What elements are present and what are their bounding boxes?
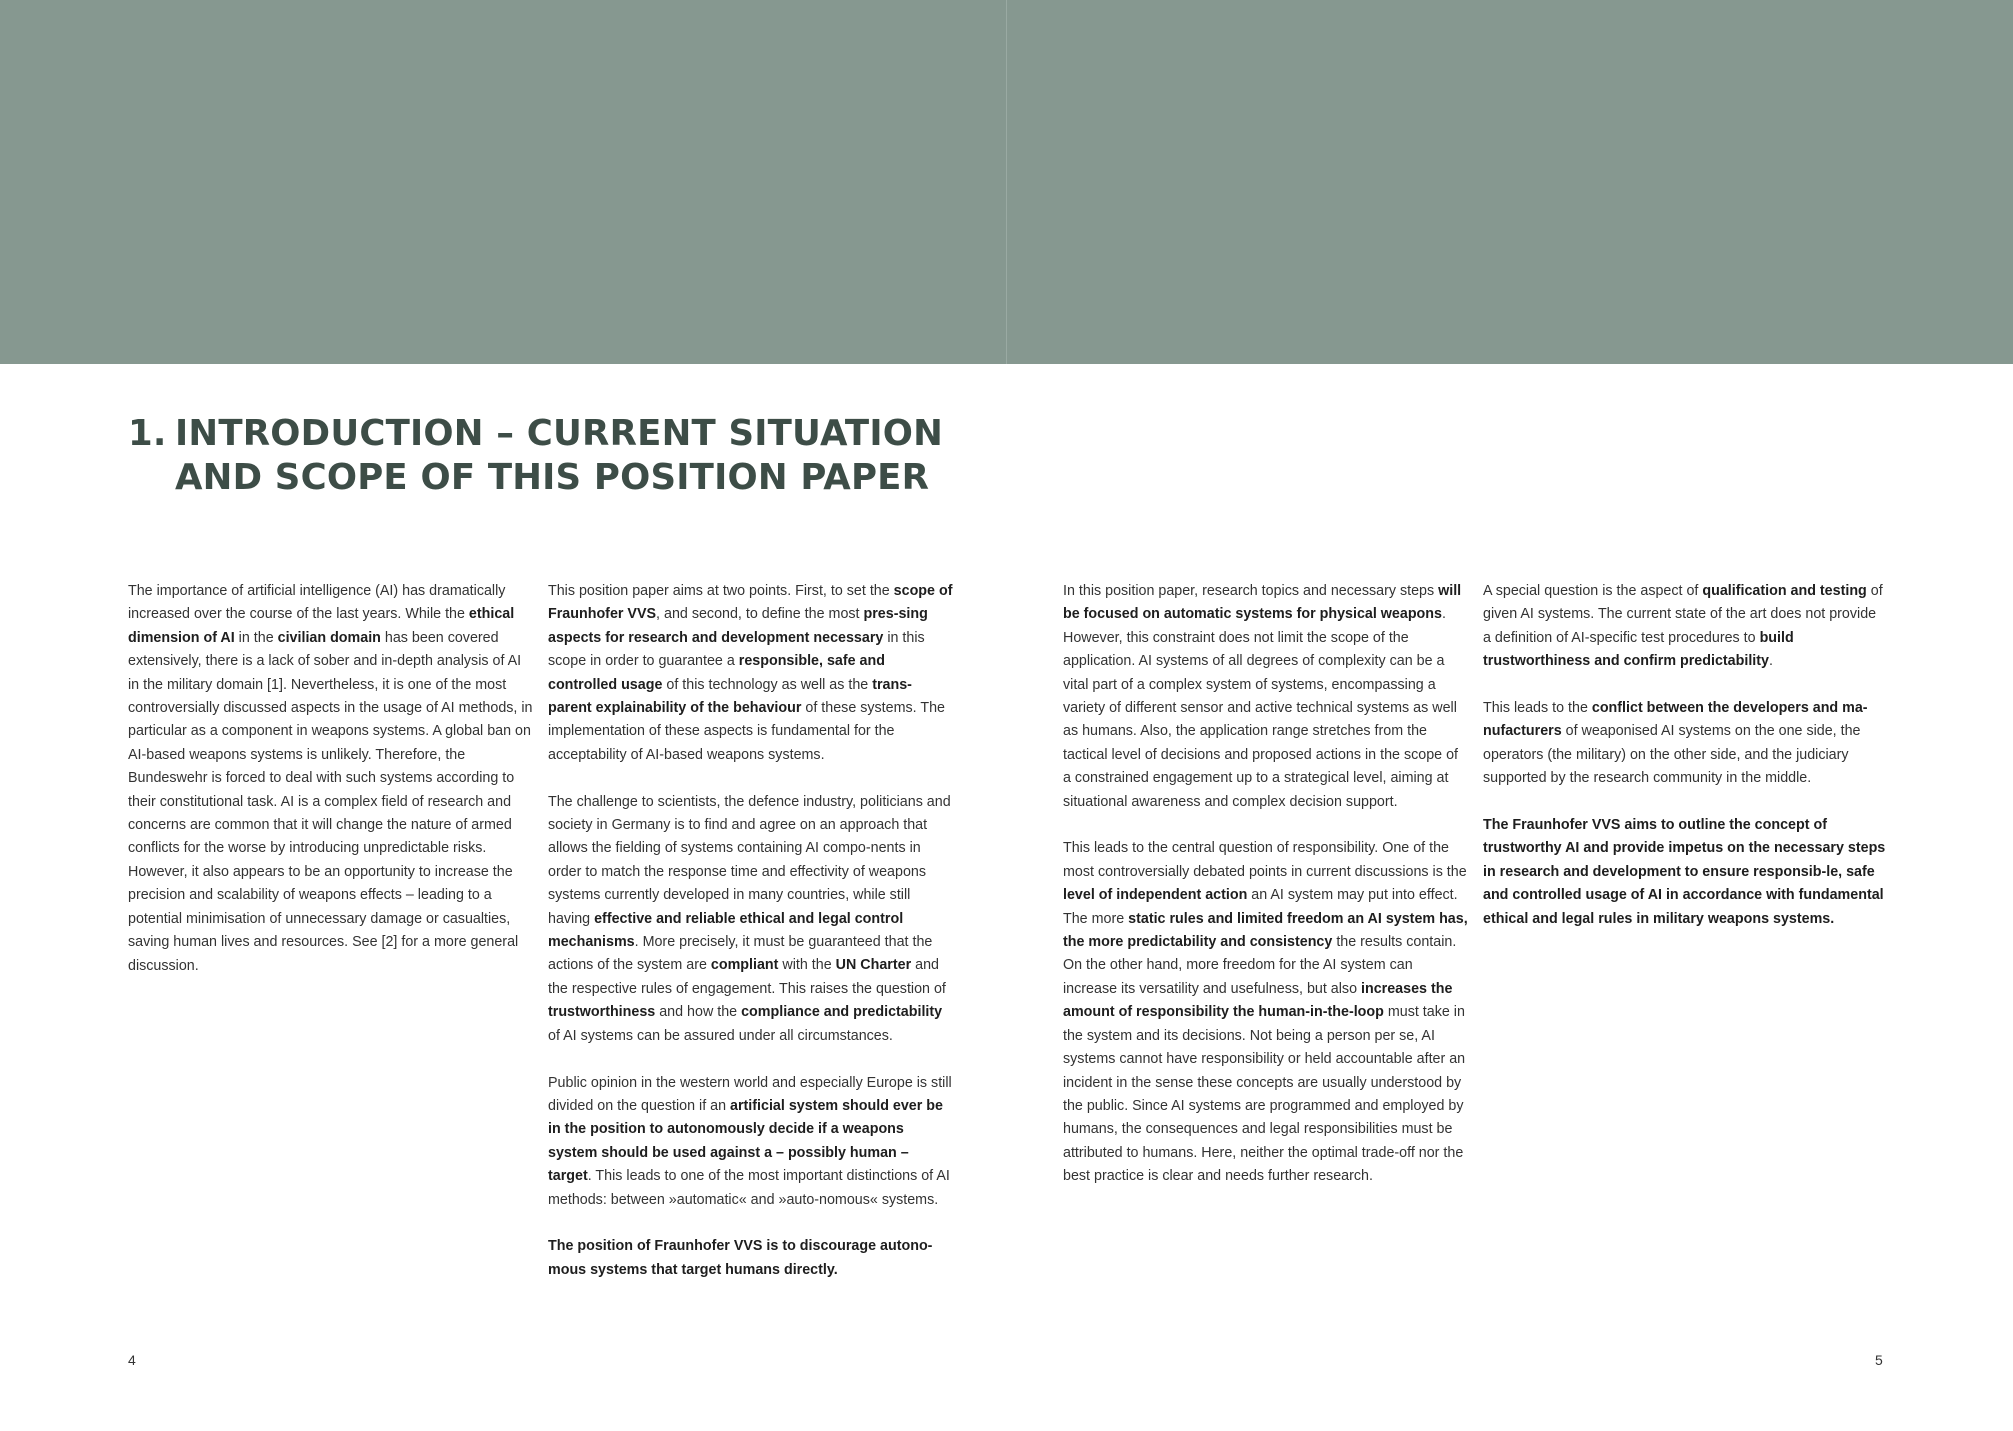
text-run: , and second, to define the most <box>656 606 864 623</box>
header-banner-right <box>1007 0 2013 364</box>
section-title-line-1: INTRODUCTION – CURRENT SITUATION <box>175 413 944 454</box>
text-run: of these systems. The implementation of these aspects is fundamental for the acceptability of AI-based weapons systems. <box>548 700 945 763</box>
bold-text-run: trans-parent explainability of the behaviour <box>548 676 912 717</box>
bold-text-run: increases the amount of responsibility the human-in-the-loop <box>1063 980 1453 1021</box>
bold-text-run: build trustworthiness and confirm predictability <box>1483 629 1794 670</box>
body-paragraph <box>1483 697 1888 791</box>
text-run: in the <box>234 629 278 646</box>
text-run: . More precisely, it must be guaranteed that the actions of the system are <box>548 934 933 974</box>
body-paragraph <box>548 791 953 1048</box>
text-run: an AI system may put into effect. The more <box>1063 887 1458 927</box>
bold-text-run: compliant <box>710 957 779 974</box>
bold-text-run: ethical dimension of AI <box>128 606 515 646</box>
text-run: of this technology as well as the <box>662 676 873 693</box>
text-run: with the <box>778 957 836 974</box>
text-run: In this position paper, research topics and necessary steps <box>1063 583 1439 599</box>
text-run: . <box>1768 653 1773 670</box>
bold-text-run: static rules and limited freedom an AI system has, the more predictability and consistency <box>1063 910 1468 951</box>
bold-text-run: pres-sing aspects for research and development necessary <box>548 606 928 646</box>
text-run: This position paper aims at two points. First, to set the <box>548 583 894 599</box>
body-paragraph <box>1063 837 1468 1188</box>
bold-text-run: compliance and predictability <box>741 1004 943 1021</box>
text-run: has been covered extensively, there is a lack of sober and in-depth analysis of AI in the military domain [1]. Nevertheless, it is one of the most controversially discussed aspects in the usage of AI methods, in particular as a component in weapons systems. A global ban on AI-based weapons systems is unlikely. Therefore, the Bundeswehr is forced to deal with such systems according to their constitutional task. AI is a complex field of research and concerns are common that it will change the nature of armed conflicts for the worse by introducing unpredictable risks. However, it also appears to be an opportunity to increase the precision and scalability of weapons effects – leading to a potential minimisation of unnecessary damage or casualties, saving human lives and resources. See [2] for a more general discussion. <box>128 629 533 974</box>
bold-text-run: UN Charter <box>835 957 912 974</box>
text-run: This leads to the <box>1483 700 1592 717</box>
text-run: and the respective rules of engagement. This raises the question of <box>548 957 946 997</box>
section-title <box>128 412 948 500</box>
text-run: of weaponised AI systems on the one side, the operators (the military) on the other side, and the judiciary supported by the research community in the middle. <box>1483 723 1861 787</box>
bold-text-run: will be focused on automatic systems for physical weapons <box>1063 583 1462 623</box>
text-run: in this scope in order to guarantee a <box>548 629 925 670</box>
text-run: of AI systems can be assured under all circumstances. <box>548 1027 893 1044</box>
bold-text-run: The Fraunhofer VVS aims to outline the concept of trustworthy AI and provide impetus on the necessary steps in research and development to ensure responsib-le, safe and controlled usage of AI in accordance with fundamental ethical and legal rules in military weapons systems. <box>1483 817 1886 927</box>
text-column-4 <box>1483 580 1888 954</box>
text-column-3 <box>1063 580 1468 1212</box>
text-run: The challenge to scientists, the defence industry, politicians and society in Germany is to find and agree on an approach that allows the fielding of systems containing AI compo-nents in order to match the response time and effectivity of weapons systems currently developed in many countries, while still having <box>548 793 951 927</box>
body-paragraph <box>128 580 533 978</box>
section-number: 1. <box>128 413 167 454</box>
bold-text-run: The position of Fraunhofer VVS is to discourage autono-mous systems that target humans directly. <box>548 1238 933 1278</box>
bold-text-run: qualification and testing <box>1702 583 1867 599</box>
text-run: This leads to the central question of responsibility. One of the most controversially debated points in current discussions is the <box>1063 840 1467 880</box>
text-run: . This leads to one of the most important distinctions of AI methods: between »automatic« and »auto-nomous« systems. <box>548 1168 950 1208</box>
bold-text-run: level of independent action <box>1063 887 1248 904</box>
text-run: The importance of artificial intelligence (AI) has dramatically increased over the course of the last years. While the <box>128 583 506 623</box>
text-column-1 <box>128 580 533 1001</box>
bold-text-run: effective and reliable ethical and legal control mechanisms <box>548 910 904 951</box>
header-banner-left <box>0 0 1006 364</box>
bold-text-run: responsible, safe and controlled usage <box>548 653 885 693</box>
text-run: the results contain. On the other hand, more freedom for the AI system can increase its versatility and usefulness, but also <box>1063 934 1457 997</box>
bold-text-run: trustworthiness <box>548 1004 656 1021</box>
text-run: A special question is the aspect of <box>1483 583 1703 599</box>
bold-text-run: civilian domain <box>277 629 381 646</box>
body-paragraph <box>1483 814 1888 931</box>
body-paragraph <box>548 580 953 767</box>
body-paragraph <box>548 1072 953 1212</box>
page-number-left: 4 <box>128 1352 136 1368</box>
section-title-line-2: AND SCOPE OF THIS POSITION PAPER <box>175 457 930 498</box>
bold-text-run: scope of Fraunhofer VVS <box>548 583 953 623</box>
text-column-2 <box>548 580 953 1306</box>
body-paragraph <box>548 1235 953 1282</box>
bold-text-run: conflict between the developers and ma-nufacturers <box>1483 700 1868 740</box>
body-paragraph <box>1483 580 1888 674</box>
text-run: Public opinion in the western world and especially Europe is still divided on the question if an <box>548 1074 952 1114</box>
body-paragraph <box>1063 580 1468 814</box>
text-run: must take in the system and its decisions. Not being a person per se, AI systems cannot have responsibility or held accountable after an incident in the sense these concepts are usually understood by the public. Since AI systems are programmed and employed by humans, the consequences and legal responsibilities must be attributed to humans. Here, neither the optimal trade-off nor the best practice is clear and needs further research. <box>1063 1004 1466 1185</box>
page-number-right: 5 <box>1875 1352 1883 1368</box>
text-run: of given AI systems. The current state of the art does not provide a definition of AI-specific test procedures to <box>1483 583 1883 646</box>
text-run: . However, this constraint does not limit the scope of the application. AI systems of all degrees of complexity can be a vital part of a complex system of systems, encompassing a variety of different sensor and active technical systems as well as humans. Also, the application range stretches from the tactical level of decisions and proposed actions in the scope of a constrained engagement up to a strategical level, aiming at situational awareness and complex decision support. <box>1063 606 1458 810</box>
text-run: and how the <box>655 1004 742 1021</box>
bold-text-run: artificial system should ever be in the position to autonomously decide if a weapons system should be used against a – possibly human – target <box>548 1097 943 1185</box>
